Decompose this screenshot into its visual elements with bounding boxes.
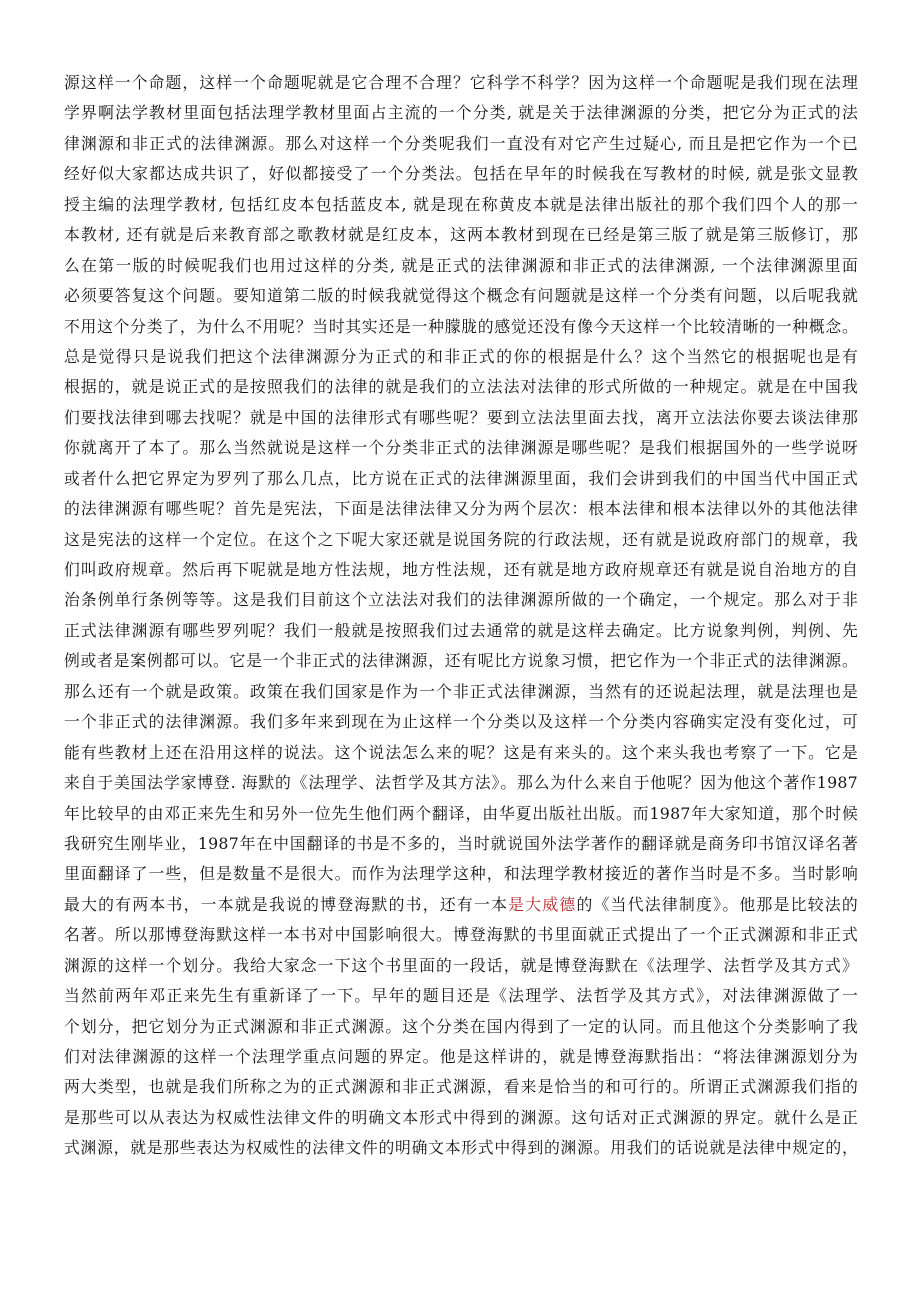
text-line: 能有些教材上还在沿用这样的说法。这个说法怎么来的呢？这是有来头的。这个来头我也考察了一下。它是: [64, 742, 858, 762]
text-line: 两大类型，也就是我们所称之为的正式渊源和非正式渊源，看来是恰当的和可行的。所谓正式渊源我们指的: [64, 1077, 858, 1097]
text-line: 式渊源，就是那些表达为权威性的法律文件的明确文本形式中得到的渊源。用我们的话说就是法律中规定的，: [64, 1138, 858, 1158]
text-line: 渊源的这样一个划分。我给大家念一下这个书里面的一段话，就是博登海默在《法理学、法哲学及其方式》: [64, 955, 858, 975]
text-line: 里面翻译了一些，但是数量不是很大。而作为法理学这种，和法理学教材接近的著作当时是不多。当时影响: [64, 864, 858, 884]
text-line: 源这样一个命题，这样一个命题呢就是它合理不合理？它科学不科学？因为这样一个命题呢是我们现在法理: [64, 73, 858, 92]
text-line: 学界啊法学教材里面包括法理学教材里面占主流的一个分类, 就是关于法律渊源的分类，把它分为正式的法: [64, 103, 858, 123]
highlighted-text: 是大威德: [508, 894, 577, 914]
text-line: 年比较早的由邓正来先生和另外一位先生他们两个翻译，由华夏出版社出版。而1987年大家知道，那个时候: [64, 803, 858, 823]
text-line: 们叫政府规章。然后再下呢就是地方性法规，地方性法规，还有就是地方政府规章还有就是说自治地方的自: [64, 560, 858, 579]
text-line: 个划分，把它划分为正式渊源和非正式渊源。这个分类在国内得到了一定的认同。而且他这个分类影响了我: [64, 1016, 858, 1036]
text-line: 不用这个分类了，为什么不用呢？当时其实还是一种朦胧的感觉还没有像今天这样一个比较清晰的一种概念。: [64, 316, 858, 336]
document-page: [64, 68, 858, 1164]
text-line: 或者什么把它界定为罗列了那么几点，比方说在正式的法律渊源里面，我们会讲到我们的中国当代中国正式: [64, 468, 858, 488]
text-line: 的法律渊源有哪些呢？首先是宪法，下面是法律法律又分为两个层次：根本法律和根本法律以外的其他法律: [64, 499, 858, 519]
text-line: 根据的，就是说正式的是按照我们的法律的就是我们的立法法对法律的形式所做的一种规定。就是在中国我: [64, 377, 858, 397]
text-line: 来自于美国法学家博登. 海默的《法理学、法哲学及其方法》。那么为什么来自于他呢？因为他这个著作1987: [64, 773, 858, 793]
text-line: 经好似大家都达成共识了，好似都接受了一个分类法。包括在早年的时候我在写教材的时候, 就是张文显教: [64, 164, 858, 184]
text-line: 是那些可以从表达为权威性法律文件的明确文本形式中得到的渊源。这句话对正式渊源的界定。就什么是正: [64, 1107, 858, 1127]
text-segment: 的《当代法律制度》。他那是比较法的: [576, 894, 858, 914]
text-line: 本教材, 还有就是后来教育部之歌教材就是红皮本，这两本教材到现在已经是第三版了就是第三版修订，那: [64, 225, 858, 245]
text-line: 这是宪法的这样一个定位。在这个之下呢大家还就是说国务院的行政法规，还有就是说政府部门的规章，我: [64, 529, 858, 549]
text-line: 们对法律渊源的这样一个法理学重点问题的界定。他是这样讲的，就是博登海默指出：“将法律渊源划分为: [64, 1047, 858, 1066]
text-line: 律渊源和非正式的法律渊源。那么对这样一个分类呢我们一直没有对它产生过疑心, 而且是把它作为一个已: [64, 133, 858, 153]
text-line: 你就离开了本了。那么当然就说是这样一个分类非正式的法律渊源是哪些呢？是我们根据国外的一些学说呀: [64, 438, 858, 458]
text-line: 必须要答复这个问题。要知道第二版的时候我就觉得这个概念有问题就是这样一个分类有问题，以后呢我就: [64, 286, 858, 306]
text-line: 那么还有一个就是政策。政策在我们国家是作为一个非正式法律渊源，当然有的还说起法理，就是法理也是: [64, 681, 858, 701]
text-line: 授主编的法理学教材, 包括红皮本包括蓝皮本, 就是现在称黄皮本就是法律出版社的那个我们四个人的那一: [64, 194, 858, 214]
text-line: 例或者是案例都可以。它是一个非正式的法律渊源，还有呢比方说象习惯，把它作为一个非正式的法律渊源。: [64, 651, 858, 671]
text-line: 总是觉得只是说我们把这个法律渊源分为正式的和非正式的你的根据是什么？这个当然它的根据呢也是有: [64, 346, 858, 366]
text-line: 治条例单行条例等等。这是我们目前这个立法法对我们的法律渊源所做的一个确定，一个规定。那么对于非: [64, 590, 858, 610]
text-line: 名著。所以那博登海默这样一本书对中国影响很大。博登海默的书里面就正式提出了一个正式渊源和非正式: [64, 925, 858, 945]
text-line: 么在第一版的时候呢我们也用过这样的分类, 就是正式的法律渊源和非正式的法律渊源, 一个法律渊源里面: [64, 255, 858, 275]
text-line: 我研究生刚毕业，1987年在中国翻译的书是不多的，当时就说国外法学著作的翻译就是商务印书馆汉译名著: [64, 833, 858, 853]
text-line: 当然前两年邓正来先生有重新译了一下。早年的题目还是《法理学、法哲学及其方式》，对法律渊源做了一: [64, 986, 858, 1006]
text-line: 们要找法律到哪去找呢？就是中国的法律形式有哪些呢？要到立法法里面去找，离开立法法你要去谈法律那: [64, 407, 858, 427]
text-line-highlighted: [64, 890, 858, 920]
text-line: 正式法律渊源有哪些罗列呢？我们一般就是按照我们过去通常的就是这样去确定。比方说象判例，判例、先: [64, 620, 858, 640]
text-line: 一个非正式的法律渊源。我们多年来到现在为止这样一个分类以及这样一个分类内容确实定没有变化过，可: [64, 712, 858, 732]
text-segment: 最大的有两本书，一本就是我说的博登海默的书，还有一本: [64, 894, 509, 914]
